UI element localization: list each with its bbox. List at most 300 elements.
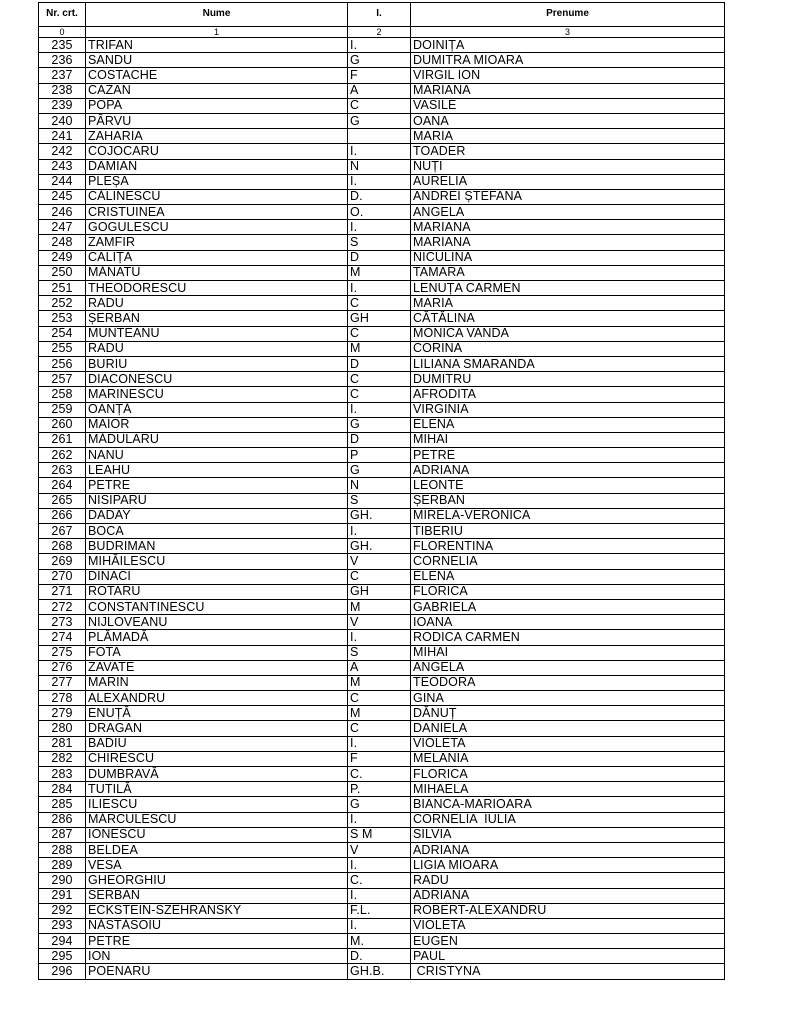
row-nume: ALEXANDRU [86, 691, 348, 706]
row-number: 274 [39, 630, 86, 645]
row-initiala: S [348, 493, 411, 508]
row-prenume: ADRIANA [411, 888, 725, 903]
row-prenume: ANDREI ȘTEFANA [411, 189, 725, 204]
header-row [39, 3, 725, 27]
row-initiala: C [348, 326, 411, 341]
row-initiala: C [348, 721, 411, 736]
row-initiala: F [348, 68, 411, 83]
row-initiala: I. [348, 888, 411, 903]
table-row [39, 159, 725, 174]
row-number: 290 [39, 873, 86, 888]
row-prenume: RODICA CARMEN [411, 630, 725, 645]
row-nume: NĂSTĂSOIU [86, 918, 348, 933]
row-prenume: VIRGINIA [411, 402, 725, 417]
row-nume: DRAGAN [86, 721, 348, 736]
table-row [39, 812, 725, 827]
row-number: 238 [39, 83, 86, 98]
row-number: 283 [39, 767, 86, 782]
row-initiala: C. [348, 873, 411, 888]
row-prenume: DUMITRA MIOARA [411, 53, 725, 68]
row-prenume: PAUL [411, 949, 725, 964]
row-initiala: N [348, 159, 411, 174]
column-index: 1 [86, 27, 348, 38]
row-initiala: G [348, 53, 411, 68]
table-row [39, 265, 725, 280]
table-row [39, 493, 725, 508]
row-nume: VESA [86, 858, 348, 873]
table-row [39, 782, 725, 797]
row-prenume: SILVIA [411, 827, 725, 842]
row-prenume: GABRIELA [411, 599, 725, 614]
row-number: 269 [39, 554, 86, 569]
table-row [39, 463, 725, 478]
row-nume: PETRE [86, 934, 348, 949]
row-initiala: N [348, 478, 411, 493]
row-prenume: VIOLETA [411, 736, 725, 751]
row-prenume: MELANIA [411, 751, 725, 766]
table-row [39, 478, 725, 493]
row-nume: ZAVATE [86, 660, 348, 675]
row-prenume: MIHAI [411, 432, 725, 447]
table-row [39, 341, 725, 356]
row-initiala: I. [348, 524, 411, 539]
row-number: 240 [39, 113, 86, 128]
row-prenume: MARIANA [411, 83, 725, 98]
row-prenume: DANIELA [411, 721, 725, 736]
row-number: 254 [39, 326, 86, 341]
row-number: 242 [39, 144, 86, 159]
row-initiala: A [348, 660, 411, 675]
table-row [39, 736, 725, 751]
column-index: 0 [39, 27, 86, 38]
row-initiala: C. [348, 767, 411, 782]
row-initiala: I. [348, 174, 411, 189]
row-nume: BADIU [86, 736, 348, 751]
header-nume: Nume [86, 3, 348, 27]
table-row [39, 68, 725, 83]
row-initiala: V [348, 842, 411, 857]
row-number: 251 [39, 281, 86, 296]
table-row [39, 827, 725, 842]
header-nr-crt: Nr. crt. [39, 3, 86, 27]
row-nume: BURIU [86, 356, 348, 371]
row-initiala: C [348, 98, 411, 113]
row-prenume: ELENA [411, 569, 725, 584]
row-nume: CĂLINESCU [86, 189, 348, 204]
table-row [39, 569, 725, 584]
table-body [39, 38, 725, 980]
row-number: 272 [39, 599, 86, 614]
table-row [39, 83, 725, 98]
row-initiala: D [348, 432, 411, 447]
row-number: 275 [39, 645, 86, 660]
row-number: 257 [39, 372, 86, 387]
row-number: 266 [39, 508, 86, 523]
row-initiala: A [348, 83, 411, 98]
row-initiala: C [348, 387, 411, 402]
table-row [39, 220, 725, 235]
column-index: 3 [411, 27, 725, 38]
row-initiala: P [348, 448, 411, 463]
table-row [39, 903, 725, 918]
row-nume: SANDU [86, 53, 348, 68]
row-number: 236 [39, 53, 86, 68]
table-row [39, 797, 725, 812]
table-header [39, 3, 725, 38]
row-nume: LEAHU [86, 463, 348, 478]
row-prenume: LIGIA MIOARA [411, 858, 725, 873]
row-initiala: I. [348, 402, 411, 417]
row-prenume: FLORENTINA [411, 539, 725, 554]
row-initiala: G [348, 113, 411, 128]
row-nume: ILIESCU [86, 797, 348, 812]
row-prenume: TOADER [411, 144, 725, 159]
row-nume: PLĂMADĂ [86, 630, 348, 645]
row-nume: CRISTUINEA [86, 205, 348, 220]
table-row [39, 508, 725, 523]
table-row [39, 113, 725, 128]
row-initiala: GH [348, 311, 411, 326]
row-initiala: S M [348, 827, 411, 842]
row-prenume: CORINA [411, 341, 725, 356]
table-row [39, 873, 725, 888]
table-row [39, 584, 725, 599]
table-row [39, 539, 725, 554]
names-table [38, 2, 725, 980]
table-row [39, 387, 725, 402]
row-prenume: VASILE [411, 98, 725, 113]
row-nume: COJOCARU [86, 144, 348, 159]
row-prenume: DUMITRU [411, 372, 725, 387]
row-initiala: S [348, 235, 411, 250]
table-row [39, 599, 725, 614]
table-row [39, 98, 725, 113]
row-nume: BOCA [86, 524, 348, 539]
row-nume: NIJLOVEANU [86, 615, 348, 630]
row-number: 270 [39, 569, 86, 584]
row-nume: COSTACHE [86, 68, 348, 83]
table-row [39, 372, 725, 387]
row-prenume: TIBERIU [411, 524, 725, 539]
row-initiala: M [348, 675, 411, 690]
row-nume: ION [86, 949, 348, 964]
table-row [39, 174, 725, 189]
row-number: 286 [39, 812, 86, 827]
table-row [39, 934, 725, 949]
row-number: 243 [39, 159, 86, 174]
row-number: 265 [39, 493, 86, 508]
row-prenume: MARIA [411, 129, 725, 144]
row-number: 246 [39, 205, 86, 220]
table-row [39, 417, 725, 432]
row-nume: DAMIAN [86, 159, 348, 174]
row-prenume: MIHAELA [411, 782, 725, 797]
row-initiala: GH [348, 584, 411, 599]
row-prenume: AFRODITA [411, 387, 725, 402]
row-initiala: I. [348, 812, 411, 827]
row-initiala: D. [348, 949, 411, 964]
row-number: 241 [39, 129, 86, 144]
row-prenume: TEODORA [411, 675, 725, 690]
row-number: 267 [39, 524, 86, 539]
row-nume: MĂNATU [86, 265, 348, 280]
row-nume: POPA [86, 98, 348, 113]
row-initiala: V [348, 554, 411, 569]
table-row [39, 281, 725, 296]
row-number: 287 [39, 827, 86, 842]
row-nume: RADU [86, 296, 348, 311]
row-prenume: ADRIANA [411, 842, 725, 857]
table-row [39, 356, 725, 371]
row-number: 259 [39, 402, 86, 417]
row-initiala [348, 129, 411, 144]
row-nume: NISIPARU [86, 493, 348, 508]
row-number: 258 [39, 387, 86, 402]
row-number: 291 [39, 888, 86, 903]
row-number: 268 [39, 539, 86, 554]
table-row [39, 311, 725, 326]
row-nume: ECKSTEIN-SZEHRANSKY [86, 903, 348, 918]
row-initiala: I. [348, 918, 411, 933]
row-prenume: MARIANA [411, 220, 725, 235]
row-initiala: G [348, 797, 411, 812]
table-row [39, 615, 725, 630]
table-row [39, 691, 725, 706]
row-number: 293 [39, 918, 86, 933]
row-nume: BELDEA [86, 842, 348, 857]
row-prenume: NICULINA [411, 250, 725, 265]
row-initiala: I. [348, 630, 411, 645]
row-nume: MAIOR [86, 417, 348, 432]
table-row [39, 675, 725, 690]
table-row [39, 630, 725, 645]
row-initiala: I. [348, 144, 411, 159]
table-row [39, 53, 725, 68]
row-initiala: M [348, 599, 411, 614]
table-row [39, 751, 725, 766]
row-initiala: I. [348, 858, 411, 873]
row-prenume: IOANA [411, 615, 725, 630]
row-nume: PLEȘA [86, 174, 348, 189]
row-number: 249 [39, 250, 86, 265]
table-row [39, 296, 725, 311]
row-prenume: PETRE [411, 448, 725, 463]
row-initiala: F [348, 751, 411, 766]
row-prenume: EUGEN [411, 934, 725, 949]
table-row [39, 645, 725, 660]
column-index: 2 [348, 27, 411, 38]
row-number: 278 [39, 691, 86, 706]
table-row [39, 888, 725, 903]
row-prenume: MIHAI [411, 645, 725, 660]
row-prenume: FLORICA [411, 767, 725, 782]
row-number: 255 [39, 341, 86, 356]
table-row [39, 554, 725, 569]
row-number: 253 [39, 311, 86, 326]
row-initiala: F.L. [348, 903, 411, 918]
row-nume: POENARU [86, 964, 348, 979]
row-nume: RADU [86, 341, 348, 356]
row-nume: FOTA [86, 645, 348, 660]
row-nume: PETRE [86, 478, 348, 493]
row-prenume: ELENA [411, 417, 725, 432]
row-prenume: DĂNUȚ [411, 706, 725, 721]
row-prenume: GINA [411, 691, 725, 706]
row-number: 263 [39, 463, 86, 478]
table-row [39, 448, 725, 463]
row-number: 239 [39, 98, 86, 113]
row-initiala: D [348, 356, 411, 371]
row-prenume: VIOLETA [411, 918, 725, 933]
row-nume: DINACI [86, 569, 348, 584]
row-initiala: C [348, 372, 411, 387]
row-nume: TRIFAN [86, 38, 348, 53]
row-number: 261 [39, 432, 86, 447]
row-prenume: ANGELA [411, 205, 725, 220]
row-nume: MIHĂILESCU [86, 554, 348, 569]
row-number: 277 [39, 675, 86, 690]
row-initiala: I. [348, 38, 411, 53]
row-nume: ZAHARIA [86, 129, 348, 144]
table-row [39, 432, 725, 447]
row-prenume: TAMARA [411, 265, 725, 280]
table-row [39, 706, 725, 721]
row-prenume: VIRGIL ION [411, 68, 725, 83]
row-number: 280 [39, 721, 86, 736]
row-nume: SERBAN [86, 888, 348, 903]
row-initiala: C [348, 691, 411, 706]
row-number: 262 [39, 448, 86, 463]
row-number: 248 [39, 235, 86, 250]
table-row [39, 205, 725, 220]
table-row [39, 767, 725, 782]
table-row [39, 842, 725, 857]
row-number: 273 [39, 615, 86, 630]
row-prenume: AURELIA [411, 174, 725, 189]
row-initiala: D. [348, 189, 411, 204]
row-nume: THEODORESCU [86, 281, 348, 296]
row-number: 289 [39, 858, 86, 873]
row-initiala: M [348, 341, 411, 356]
row-nume: GHEORGHIU [86, 873, 348, 888]
row-prenume: CORNELIA [411, 554, 725, 569]
row-nume: BUDRIMAN [86, 539, 348, 554]
row-number: 295 [39, 949, 86, 964]
row-prenume: ȘERBAN [411, 493, 725, 508]
row-nume: MARINESCU [86, 387, 348, 402]
row-nume: DIACONESCU [86, 372, 348, 387]
row-nume: OANȚĂ [86, 402, 348, 417]
table-row [39, 918, 725, 933]
row-number: 296 [39, 964, 86, 979]
row-prenume: RADU [411, 873, 725, 888]
row-prenume: CORNELIA IULIA [411, 812, 725, 827]
row-initiala: D [348, 250, 411, 265]
row-nume: ZAMFIR [86, 235, 348, 250]
row-number: 284 [39, 782, 86, 797]
row-nume: CHIRESCU [86, 751, 348, 766]
table-row [39, 129, 725, 144]
row-number: 276 [39, 660, 86, 675]
row-initiala: I. [348, 736, 411, 751]
table-row [39, 949, 725, 964]
header-prenume: Prenume [411, 3, 725, 27]
table-row [39, 524, 725, 539]
row-prenume: MIRELA-VERONICA [411, 508, 725, 523]
row-initiala: P. [348, 782, 411, 797]
row-prenume: ROBERT-ALEXANDRU [411, 903, 725, 918]
row-number: 264 [39, 478, 86, 493]
column-index-row [39, 27, 725, 38]
row-initiala: I. [348, 220, 411, 235]
row-nume: ȘERBAN [86, 311, 348, 326]
row-number: 282 [39, 751, 86, 766]
row-initiala: C [348, 569, 411, 584]
row-nume: ENUȚĂ [86, 706, 348, 721]
row-prenume: CĂTĂLINA [411, 311, 725, 326]
row-nume: GOGULESCU [86, 220, 348, 235]
row-number: 288 [39, 842, 86, 857]
row-prenume: ADRIANA [411, 463, 725, 478]
row-prenume: NUȚI [411, 159, 725, 174]
table-row [39, 144, 725, 159]
row-nume: MĂDULARU [86, 432, 348, 447]
row-number: 235 [39, 38, 86, 53]
row-nume: CONSTANTINESCU [86, 599, 348, 614]
row-prenume: LILIANA SMARANDA [411, 356, 725, 371]
row-number: 281 [39, 736, 86, 751]
row-nume: MUNTEANU [86, 326, 348, 341]
row-initiala: GH. [348, 539, 411, 554]
row-nume: ROTARU [86, 584, 348, 599]
row-number: 237 [39, 68, 86, 83]
row-nume: CAZAN [86, 83, 348, 98]
row-initiala: S [348, 645, 411, 660]
table-row [39, 250, 725, 265]
row-number: 292 [39, 903, 86, 918]
row-nume: MĂRCULESCU [86, 812, 348, 827]
row-nume: NANU [86, 448, 348, 463]
row-prenume: DOINIȚA [411, 38, 725, 53]
row-nume: DADAY [86, 508, 348, 523]
row-initiala: G [348, 463, 411, 478]
row-initiala: GH.B. [348, 964, 411, 979]
table-row [39, 721, 725, 736]
row-number: 294 [39, 934, 86, 949]
row-number: 279 [39, 706, 86, 721]
row-initiala: M [348, 706, 411, 721]
row-nume: TUTILĂ [86, 782, 348, 797]
row-prenume: CRISTYNA [411, 964, 725, 979]
row-number: 244 [39, 174, 86, 189]
row-nume: DUMBRAVĂ [86, 767, 348, 782]
row-prenume: FLORICA [411, 584, 725, 599]
row-initiala: V [348, 615, 411, 630]
row-prenume: MONICA VANDA [411, 326, 725, 341]
row-initiala: M. [348, 934, 411, 949]
row-prenume: ANGELA [411, 660, 725, 675]
row-prenume: MARIA [411, 296, 725, 311]
row-prenume: LEONTE [411, 478, 725, 493]
table-row [39, 326, 725, 341]
row-number: 250 [39, 265, 86, 280]
row-prenume: BIANCA-MARIOARA [411, 797, 725, 812]
row-initiala: G [348, 417, 411, 432]
row-initiala: C [348, 296, 411, 311]
row-initiala: I. [348, 281, 411, 296]
row-initiala: GH. [348, 508, 411, 523]
row-number: 247 [39, 220, 86, 235]
